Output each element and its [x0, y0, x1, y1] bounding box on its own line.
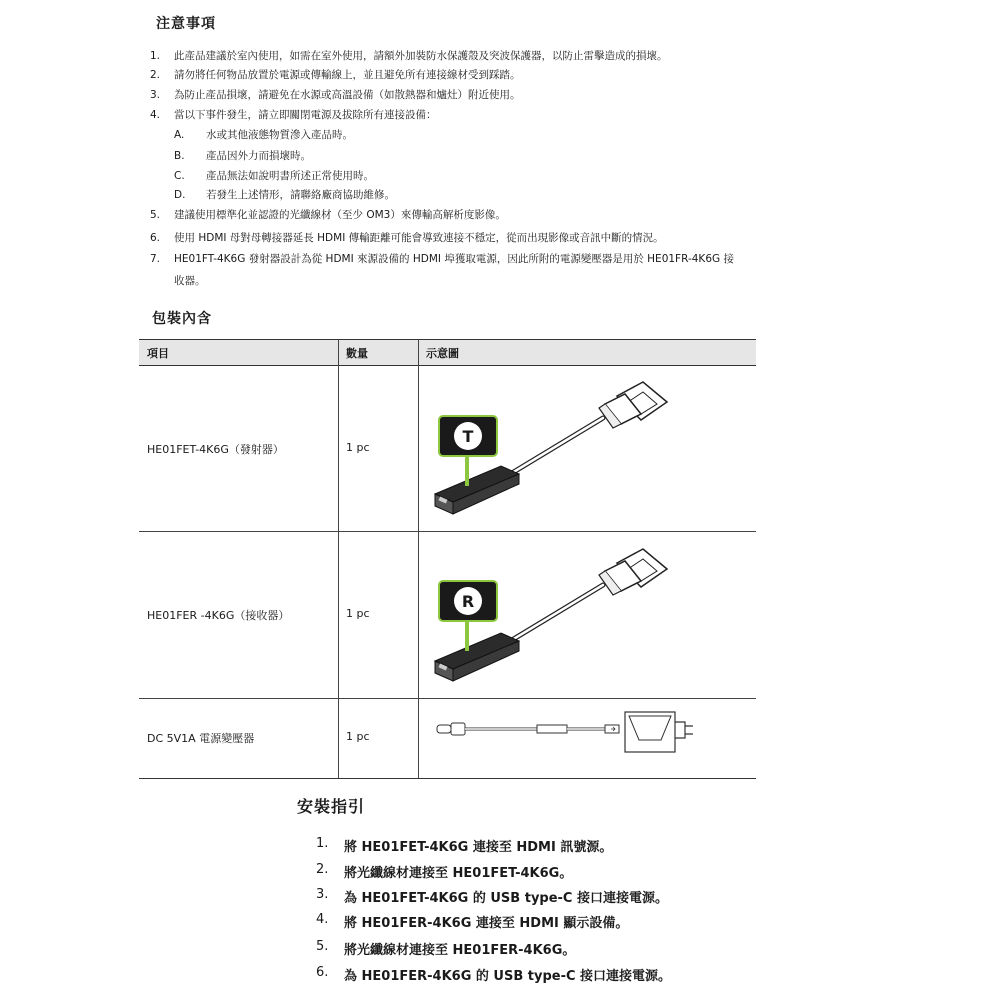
package-table [139, 339, 756, 779]
step-text: 為 HE01FET-4K6G 的 USB type-C 接口連接電源。 [344, 891, 669, 906]
note-number: 5. [150, 209, 161, 221]
badge-pointer [465, 621, 469, 651]
step-text: 將光纖線材連接至 HE01FER-4K6G。 [344, 943, 576, 958]
note-text: 使用 HDMI 母對母轉接器延長 HDMI 傳輸距離可能會導致連接不穩定，從而出現影像或音訊中斷的情況。 [174, 232, 664, 244]
table-row-item: HE01FER -4K6G（接收器） [147, 609, 290, 622]
step-text: 將 HE01FET-4K6G 連接至 HDMI 訊號源。 [344, 840, 613, 855]
hdmi-plug-icon [599, 549, 667, 595]
step-number: 4. [316, 912, 329, 927]
table-row-item: HE01FET-4K6G（發射器） [147, 443, 284, 456]
table-row-qty: 1 pc [346, 730, 370, 743]
badge-letter: R [461, 592, 475, 611]
note-text: 請勿將任何物品放置於電源或傳輸線上，並且避免所有連接線材受到踩踏。 [174, 69, 521, 81]
column-divider [338, 339, 339, 779]
table-bottom-border [139, 778, 756, 779]
package-title: 包裝內含 [152, 311, 212, 327]
note-number: 4. [150, 109, 161, 121]
table-row-qty: 1 pc [346, 441, 370, 454]
note-sub-letter: B. [174, 150, 185, 162]
step-text: 將光纖線材連接至 HE01FET-4K6G。 [344, 866, 573, 881]
table-header [139, 339, 756, 366]
hdmi-plug-icon [599, 382, 667, 428]
table-row-item: DC 5V1A 電源變壓器 [147, 732, 255, 745]
note-sub-letter: D. [174, 189, 186, 201]
header-item: 項目 [147, 347, 169, 360]
step-number: 5. [316, 939, 329, 954]
step-text: 為 HE01FER-4K6G 的 USB type-C 接口連接電源。 [344, 969, 672, 984]
transmitter-illustration [429, 374, 679, 524]
receiver-illustration [429, 541, 679, 691]
step-number: 6. [316, 965, 329, 980]
badge-letter: T [462, 427, 474, 446]
step-number: 2. [316, 862, 329, 877]
note-sub-letter: A. [174, 129, 185, 141]
note-number: 1. [150, 50, 161, 62]
table-row-qty: 1 pc [346, 607, 370, 620]
row-divider [139, 531, 756, 532]
note-text: 此產品建議於室內使用，如需在室外使用，請額外加裝防水保護殼及突波保護器，以防止雷擊造成的損壞。 [174, 50, 668, 62]
header-qty: 數量 [346, 347, 368, 360]
power-adapter-illustration [429, 704, 699, 764]
install-title: 安裝指引 [297, 797, 366, 816]
row-divider [139, 698, 756, 699]
notes-title: 注意事項 [156, 16, 216, 32]
note-sub-text: 產品因外力而損壞時。 [206, 150, 311, 162]
note-number: 3. [150, 89, 161, 101]
badge-pointer [465, 456, 469, 486]
note-number: 2. [150, 69, 161, 81]
note-text: 當以下事件發生，請立即關閉電源及拔除所有連接設備： [174, 109, 437, 121]
note-number: 7. [150, 253, 161, 265]
step-number: 1. [316, 836, 329, 851]
note-sub-text: 產品無法如說明書所述正常使用時。 [206, 170, 374, 182]
note-text: 建議使用標準化並認證的光纖線材（至少 OM3）來傳輸高解析度影像。 [174, 209, 506, 221]
step-number: 3. [316, 887, 329, 902]
note-sub-letter: C. [174, 170, 185, 182]
adapter-body [625, 712, 675, 752]
note-text-continuation: 收器。 [174, 275, 206, 287]
note-number: 6. [150, 232, 161, 244]
note-text: 為防止產品損壞，請避免在水源或高溫設備（如散熱器和爐灶）附近使用。 [174, 89, 521, 101]
column-divider [418, 339, 419, 779]
header-diagram: 示意圖 [426, 347, 459, 360]
note-sub-text: 水或其他液態物質滲入產品時。 [206, 129, 353, 141]
step-text: 將 HE01FER-4K6G 連接至 HDMI 顯示設備。 [344, 916, 629, 931]
note-text: HE01FT-4K6G 發射器設計為從 HDMI 來源設備的 HDMI 埠獲取電源，因此所附的電源變壓器是用於 HE01FR-4K6G 接 [174, 253, 734, 265]
usb-c-plug-icon [437, 725, 451, 733]
note-sub-text: 若發生上述情形，請聯絡廠商協助維修。 [206, 189, 395, 201]
